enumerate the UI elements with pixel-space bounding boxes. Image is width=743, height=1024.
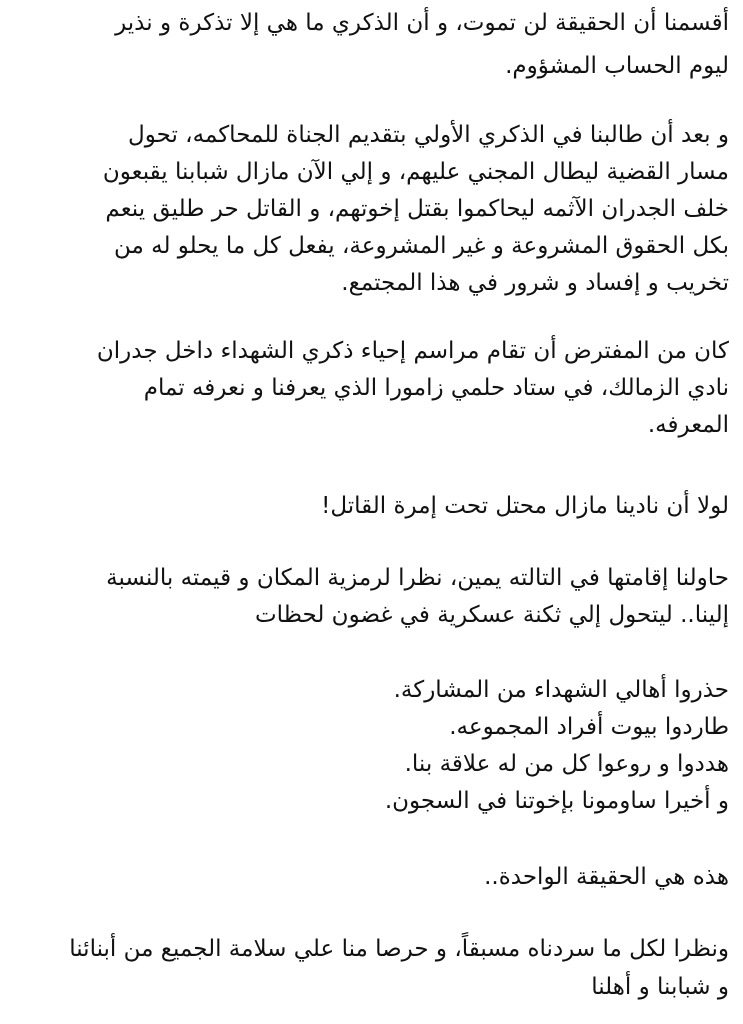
text-line: حاولنا إقامتها في التالته يمين، نظرا لرمزية المكان و قيمته بالنسبة	[106, 565, 729, 591]
text-line: أقسمنا أن الحقيقة لن تموت، و أن الذكري ما هي إلا تذكرة و نذير	[115, 10, 729, 36]
text-line: مسار القضية ليطال المجني عليهم، و إلي الآن مازال شبابنا يقبعون	[102, 159, 729, 185]
text-line: و شبابنا و أهلنا	[591, 974, 729, 1000]
text-line: حذروا أهالي الشهداء من المشاركة.	[393, 677, 729, 703]
text-line: إلينا.. ليتحول إلي ثكنة عسكرية في غضون لحظات	[254, 602, 729, 628]
text-line: خلف الجدران الآثمه ليحاكموا بقتل إخوتهم، و القاتل حر طليق ينعم	[105, 196, 729, 222]
text-line: ليوم الحساب المشؤوم.	[505, 53, 729, 79]
text-line: تخريب و إفساد و شرور في هذا المجتمع.	[341, 270, 729, 296]
text-line: المعرفه.	[647, 412, 729, 438]
text-line: هددوا و روعوا كل من له علاقة بنا.	[404, 751, 729, 777]
text-line: و بعد أن طالبنا في الذكري الأولي بتقديم الجناة للمحاكمه، تحول	[128, 122, 729, 148]
text-line: طاردوا بيوت أفراد المجموعه.	[449, 714, 729, 740]
text-line: و أخيرا ساومونا بإخوتنا في السجون.	[384, 788, 729, 814]
text-line: بكل الحقوق المشروعة و غير المشروعة، يفعل كل ما يحلو له من	[113, 233, 729, 259]
text-line: كان من المفترض أن تقام مراسم إحياء ذكري الشهداء داخل جدران	[96, 338, 729, 364]
text-line: هذه هي الحقيقة الواحدة..	[484, 864, 729, 890]
text-line: ونظرا لكل ما سردناه مسبقاً، و حرصا منا علي سلامة الجميع من أبنائنا	[69, 936, 729, 962]
text-line: لولا أن نادينا مازال محتل تحت إمرة القاتل!	[321, 493, 729, 519]
text-line: نادي الزمالك، في ستاد حلمي زامورا الذي يعرفنا و نعرفه تمام	[143, 375, 729, 401]
